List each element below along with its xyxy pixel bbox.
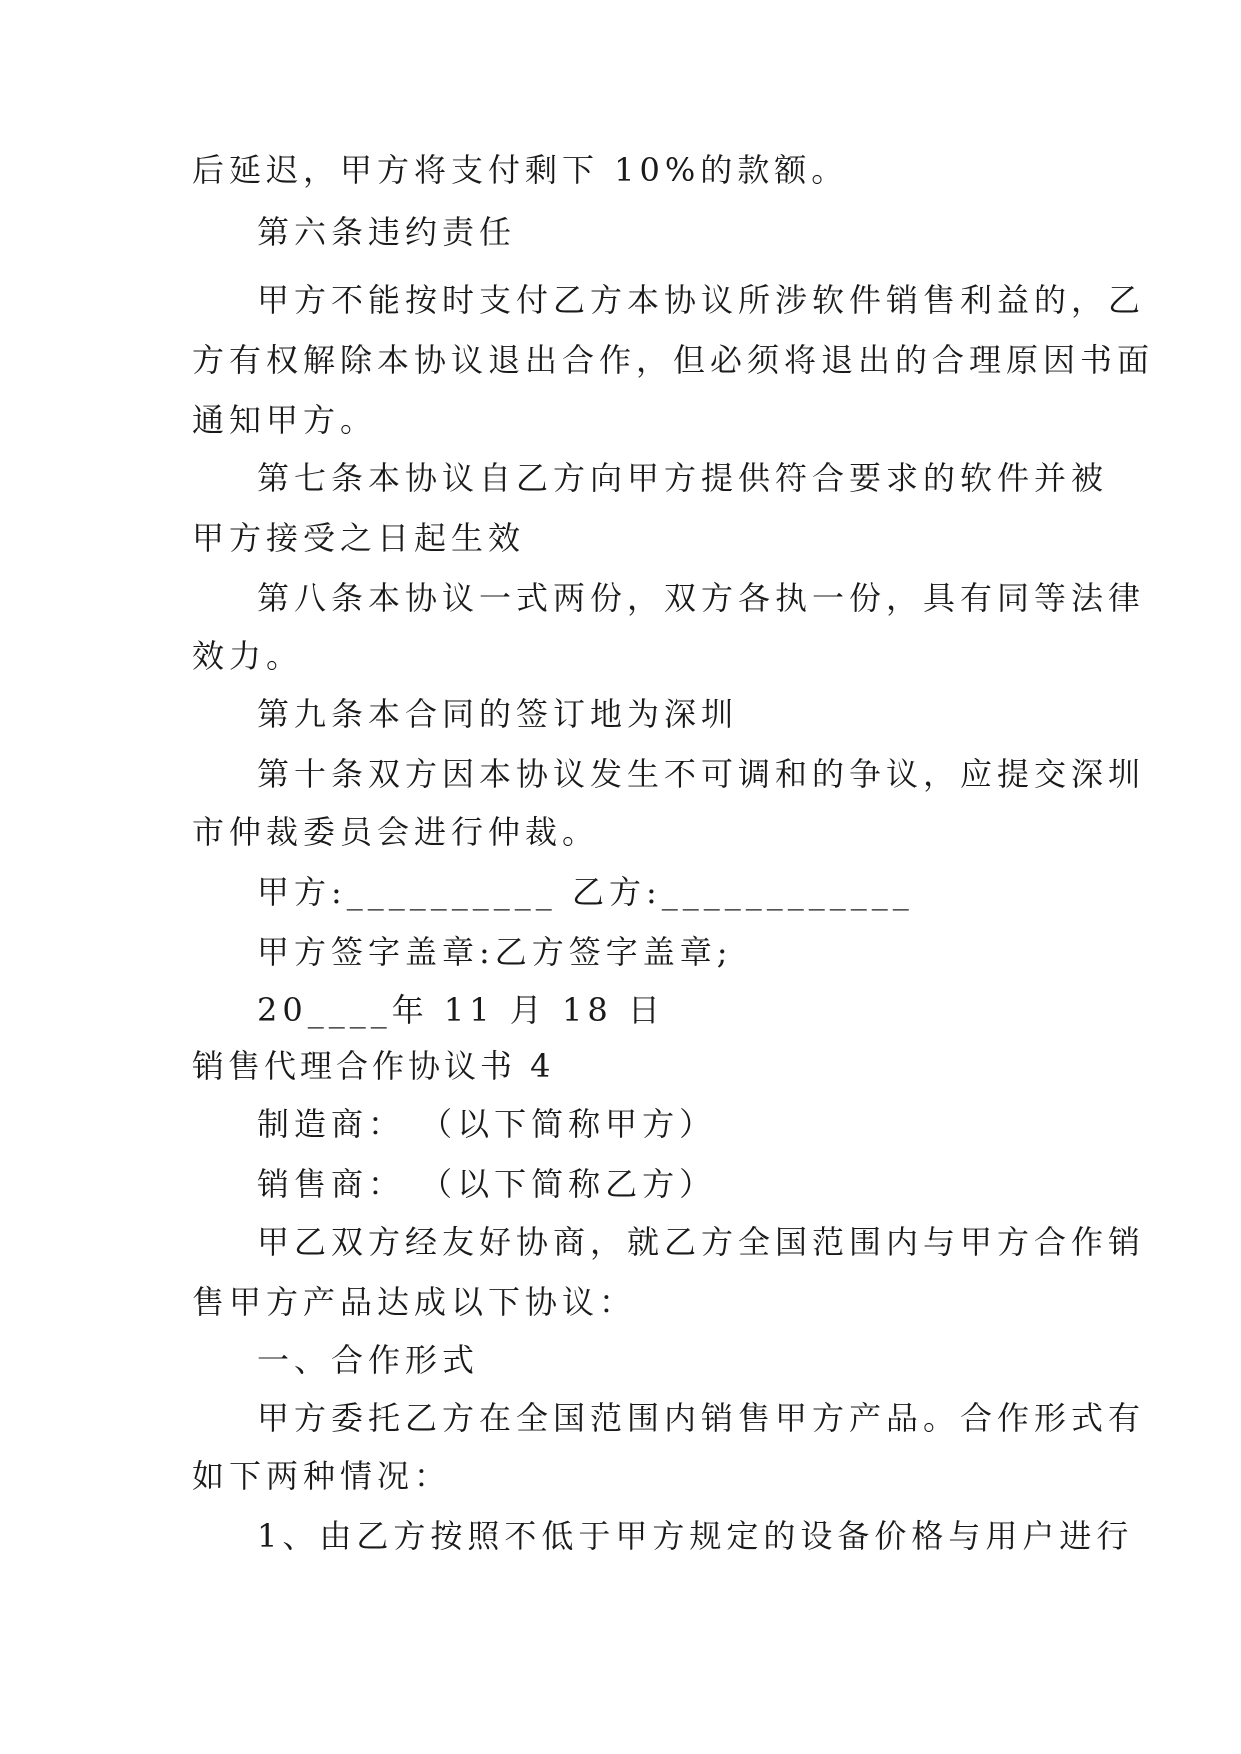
text-line: 第九条本合同的签订地为深圳 bbox=[257, 695, 739, 733]
party-manufacturer: 制造商： （以下简称甲方） bbox=[257, 1105, 717, 1143]
section-heading: 第六条违约责任 bbox=[257, 213, 517, 251]
document-title: 销售代理合作协议书 4 bbox=[192, 1047, 555, 1085]
text-line: 通知甲方。 bbox=[192, 401, 378, 439]
text-line: 后延迟，甲方将支付剩下 10%的款额。 bbox=[192, 151, 849, 189]
date-line: 20____年 11 月 18 日 bbox=[257, 991, 665, 1029]
text-line: 售甲方产品达成以下协议： bbox=[192, 1283, 637, 1321]
text-line: 甲方不能按时支付乙方本协议所涉软件销售利益的，乙 bbox=[257, 281, 1146, 319]
section-heading: 一、合作形式 bbox=[257, 1341, 480, 1379]
text-line: 甲乙双方经友好协商，就乙方全国范围内与甲方合作销 bbox=[257, 1223, 1146, 1261]
text-line: 方有权解除本协议退出合作，但必须将退出的合理原因书面 bbox=[192, 341, 1155, 379]
text-line: 第八条本协议一式两份，双方各执一份，具有同等法律 bbox=[257, 579, 1146, 617]
text-line: 第十条双方因本协议发生不可调和的争议，应提交深圳 bbox=[257, 755, 1146, 793]
text-line: 1、由乙方按照不低于甲方规定的设备价格与用户进行 bbox=[257, 1517, 1134, 1555]
text-line: 市仲裁委员会进行仲裁。 bbox=[192, 813, 600, 851]
signature-line: 甲方:__________ 乙方:____________ bbox=[257, 873, 914, 911]
party-seller: 销售商： （以下简称乙方） bbox=[257, 1165, 717, 1203]
text-line: 效力。 bbox=[192, 637, 304, 675]
text-line: 第七条本协议自乙方向甲方提供符合要求的软件并被 bbox=[257, 459, 1109, 497]
signature-seal-line: 甲方签字盖章:乙方签字盖章; bbox=[257, 933, 733, 971]
text-line: 如下两种情况： bbox=[192, 1457, 452, 1495]
text-line: 甲方委托乙方在全国范围内销售甲方产品。合作形式有 bbox=[257, 1399, 1146, 1437]
text-line: 甲方接受之日起生效 bbox=[192, 519, 526, 557]
